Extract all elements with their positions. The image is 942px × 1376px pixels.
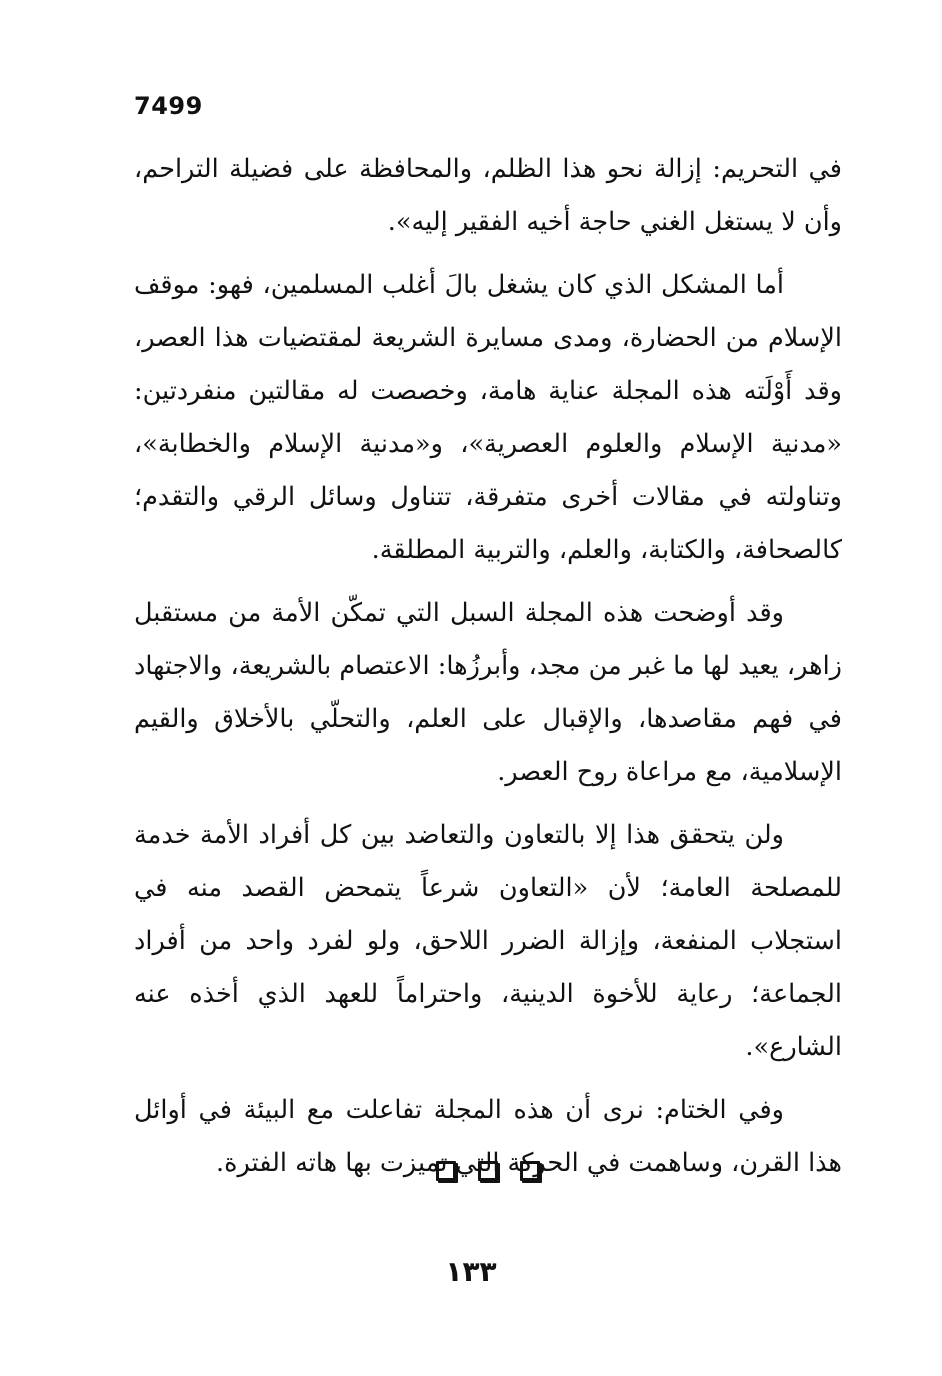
paragraph-cooperation: ولن يتحقق هذا إلا بالتعاون والتعاضد بين كل أفراد الأمة خدمة للمصلحة العامة؛ لأن «التعاون شرعاً يتمحض القصد منه في استجلاب المنفعة، وإزالة الضرر اللاحق، ولو لفرد واحد من أفراد الجماعة؛ رعاية للأخوة الدينية، واحتراماً للعهد الذي أخذه عنه الشارع». [134,820,842,1062]
square-ornament-icon [478,1161,498,1181]
body-text [134,143,842,1200]
paragraph-civilization: أما المشكل الذي كان يشغل بالَ أغلب المسلمين، فهو: موقف الإسلام من الحضارة، ومدى مسايرة الشريعة لمقتضيات هذا العصر، وقد أَوْلَته هذه المجلة عناية هامة، وخصصت له مقالتين منفردتين: «مدنية الإسلام والعلوم العصرية»، و«مدنية الإسلام والخطابة»، وتناولته في مقالات أخرى متفرقة، تتناول وسائل الرقي والتقدم؛ كالصحافة، والكتابة، والعلم، والتربية المطلقة. [134,270,842,565]
paragraph-continuation: في التحريم: إزالة نحو هذا الظلم، والمحافظة على فضيلة التراحم، وأن لا يستغل الغني حاجة أخيه الفقير إليه». [134,154,842,237]
stamp-number: 7499 [134,92,203,120]
paragraph-conclusion: وفي الختام: نرى أن هذه المجلة تفاعلت مع البيئة في أوائل هذا القرن، وساهمت في الحركة التي تميزت بها هاته الفترة. [134,1095,842,1178]
square-ornament-icon [436,1161,456,1181]
square-ornament-icon [520,1161,540,1181]
paragraph-paths: وقد أوضحت هذه المجلة السبل التي تمكّن الأمة من مستقبل زاهر، يعيد لها ما غبر من مجد، وأبرزُها: الاعتصام بالشريعة، والاجتهاد في فهم مقاصدها، والإقبال على العلم، والتحلّي بالأخلاق والقيم الإسلامية، مع مراعاة روح العصر. [134,598,842,787]
section-separator [436,1158,540,1184]
page-number: ١٣٣ [445,1255,497,1288]
